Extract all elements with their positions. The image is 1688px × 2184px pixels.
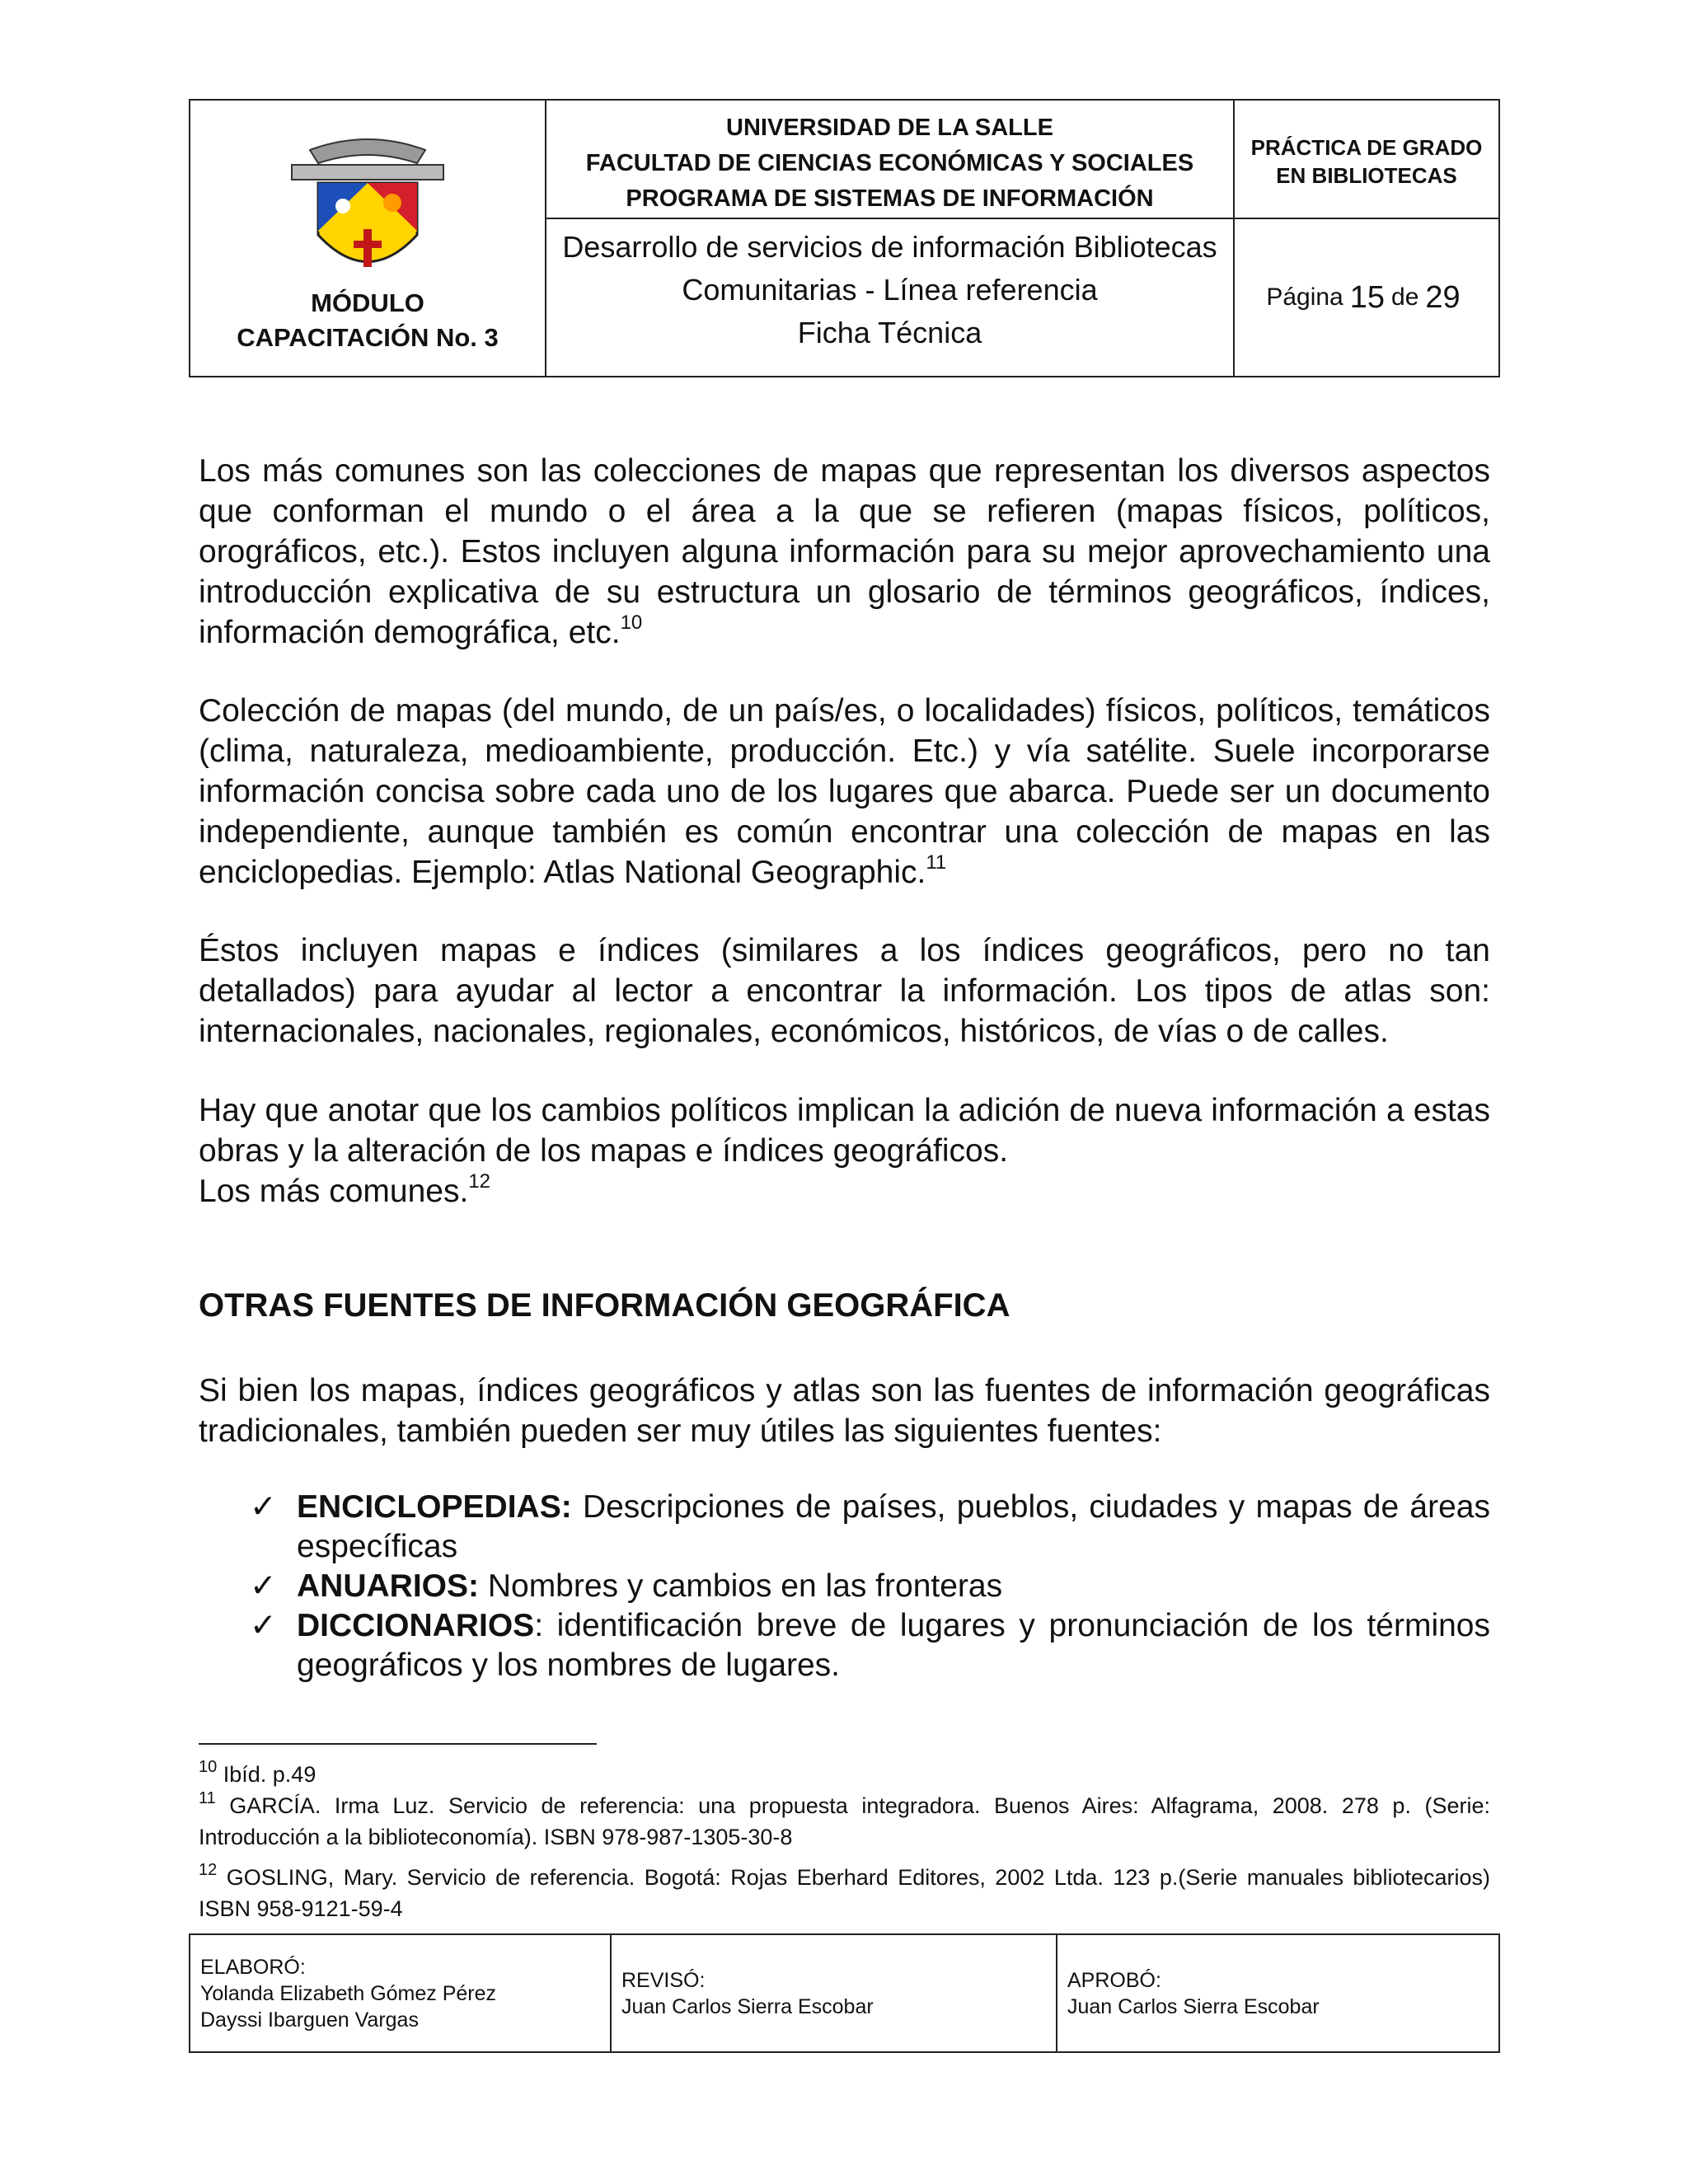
footnote-10	[199, 1759, 1490, 1790]
paragraph-3-text: Éstos incluyen mapas e índices (similares a los índices geográficos, pero no tan detallados) para ayudar al lector a encontrar la información. Los tipos de atlas son: internacionales, nacionales, regionales, económicos, históricos, de vías o de calles.	[199, 933, 1490, 1049]
page-number-cell	[1235, 219, 1498, 376]
list-item-text: Descripciones de países, pueblos, ciudades y mapas de áreas específicas	[297, 1489, 1490, 1564]
footnote-number: 11	[199, 1789, 216, 1807]
elaboro-cell	[190, 1935, 610, 2051]
logo-cell	[190, 101, 546, 376]
footnote-12	[199, 1862, 1490, 1924]
university-name: UNIVERSIDAD DE LA SALLE	[726, 115, 1053, 141]
module-subtitle: CAPACITACIÓN No. 3	[237, 323, 499, 352]
checkmark-icon: ✓	[250, 1489, 277, 1525]
paragraph-1-text: Los más comunes son las colecciones de mapas que representan los diversos aspectos que conforman el mundo o el área a la que se refieren (mapas físicos, políticos, orográficos, etc.). Estos incluyen alguna información para su mejor aprovechamiento una introducción explicativa de su estructura un glosario de términos geográficos, índices, información demográfica, etc.	[199, 453, 1490, 650]
reviso-name: Juan Carlos Sierra Escobar	[621, 1994, 874, 2018]
footnote-text: GARCÍA. Irma Luz. Servicio de referencia: una propuesta integradora. Buenos Aires: Alfagrama, 2008. 278 p. (Serie: Introducción a la biblioteconomía). ISBN 978-987-1305-30-8	[199, 1793, 1490, 1849]
footnote-ref-11: 11	[926, 851, 947, 874]
description-cell	[546, 219, 1235, 376]
list-item	[250, 1567, 1490, 1606]
paragraph-2-text: Colección de mapas (del mundo, de un país/es, o localidades) físicos, políticos, temáticos (clima, naturaleza, medioambiente, producción. Etc.) y vía satélite. Suele incorporarse información concisa sobre cada uno de los lugares que abarca. Puede ser un documento independiente, aunque también es común encontrar una colección de mapas en las enciclopedias. Ejemplo: Atlas National Geographic.	[199, 693, 1490, 890]
university-crest-icon	[285, 132, 450, 288]
elaboro-name-2: Dayssi Ibarguen Vargas	[200, 2008, 419, 2032]
paragraph-3	[199, 930, 1490, 1052]
module-title: MÓDULO	[311, 288, 424, 317]
paragraph-4	[199, 1090, 1490, 1212]
footnote-ref-12: 12	[468, 1170, 491, 1193]
list-item	[250, 1606, 1490, 1685]
practice-line-2: EN BIBLIOTECAS	[1276, 163, 1457, 188]
institution-cell	[546, 101, 1235, 219]
checkmark-icon: ✓	[250, 1568, 277, 1604]
aprobo-name: Juan Carlos Sierra Escobar	[1067, 1994, 1320, 2018]
document-header-table	[189, 99, 1500, 377]
faculty-name: FACULTAD DE CIENCIAS ECONÓMICAS Y SOCIALES	[585, 150, 1194, 176]
footnote-separator	[199, 1743, 597, 1745]
program-name: PROGRAMA DE SISTEMAS DE INFORMACIÓN	[626, 185, 1154, 212]
description-line-2: Comunitarias - Línea referencia	[682, 273, 1098, 307]
section-intro-text: Si bien los mapas, índices geográficos y atlas son las fuentes de información geográficas tradicionales, también pueden ser muy útiles las siguientes fuentes:	[199, 1373, 1490, 1449]
footnote-11	[199, 1790, 1490, 1853]
practice-line-1: PRÁCTICA DE GRADO	[1250, 135, 1483, 160]
page-of: de	[1391, 284, 1419, 311]
section-intro	[199, 1371, 1490, 1451]
list-item	[250, 1488, 1490, 1567]
list-item-term: DICCIONARIOS	[297, 1608, 535, 1643]
description-line-3: Ficha Técnica	[797, 316, 982, 349]
reviso-label: REVISÓ:	[621, 1968, 706, 1992]
aprobo-label: APROBÓ:	[1067, 1968, 1161, 1992]
elaboro-label: ELABORÓ:	[200, 1955, 306, 1979]
checkmark-icon: ✓	[250, 1608, 277, 1643]
paragraph-4b-text: Los más comunes.	[199, 1174, 469, 1209]
footnote-text: Ibíd. p.49	[217, 1762, 316, 1787]
list-item-term: ENCICLOPEDIAS:	[297, 1489, 572, 1525]
footnote-number: 10	[199, 1758, 218, 1776]
list-item-text: Nombres y cambios en las fronteras	[479, 1568, 1003, 1604]
practice-cell	[1235, 101, 1498, 219]
elaboro-name-1: Yolanda Elizabeth Gómez Pérez	[200, 1981, 497, 2005]
paragraph-2	[199, 691, 1490, 893]
reviso-cell	[610, 1935, 1056, 2051]
list-item-text: : identificación breve de lugares y pronunciación de los términos geográficos y los nombres de lugares.	[297, 1608, 1490, 1683]
paragraph-1	[199, 451, 1490, 653]
footnote-ref-10: 10	[620, 612, 643, 634]
document-footer-table	[189, 1933, 1500, 2053]
description-line-1: Desarrollo de servicios de información Bibliotecas	[562, 230, 1217, 264]
page-label: Página	[1266, 284, 1343, 311]
sources-list	[250, 1488, 1490, 1685]
footnote-number: 12	[199, 1861, 218, 1879]
footnote-text: GOSLING, Mary. Servicio de referencia. Bogotá: Rojas Eberhard Editores, 2002 Ltda. 123 p.(Serie manuales bibliotecarios) ISBN 958-9121-59-4	[199, 1865, 1490, 1921]
page-current: 15	[1349, 279, 1386, 315]
paragraph-4-text: Hay que anotar que los cambios políticos implican la adición de nueva información a estas obras y la alteración de los mapas e índices geográficos.	[199, 1093, 1490, 1169]
aprobo-cell	[1056, 1935, 1498, 2051]
section-heading: OTRAS FUENTES DE INFORMACIÓN GEOGRÁFICA	[199, 1287, 1010, 1324]
page-total: 29	[1425, 279, 1461, 315]
list-item-term: ANUARIOS:	[297, 1568, 479, 1604]
